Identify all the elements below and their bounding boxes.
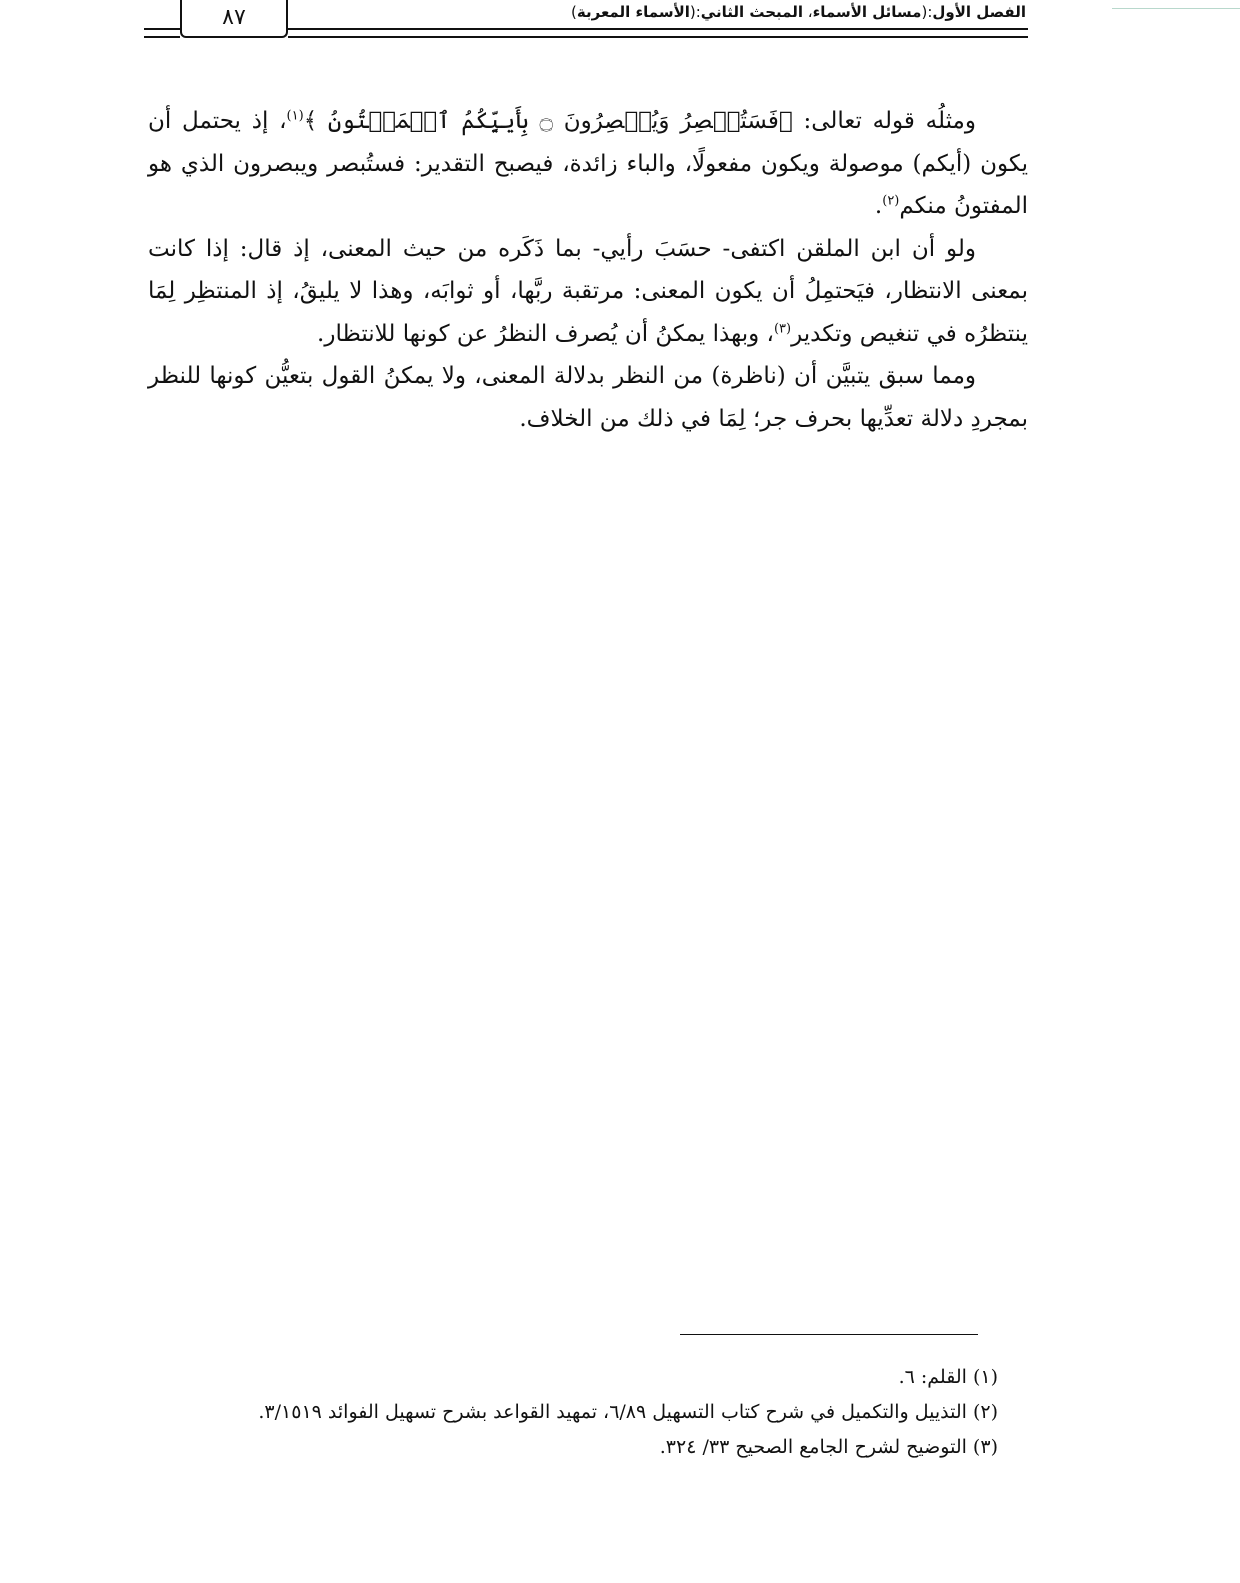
running-header-part2: المبحث الثاني [700,3,803,21]
running-header-chapter: الفصل الأول [932,3,1026,21]
footnote-1: (١) القلم: ٦. [898,1366,998,1388]
running-header-sep: ، [803,3,813,21]
footnote-ref-2: (٢) [882,193,900,209]
header-divider [288,36,1028,38]
running-header-part1: مسائل الأسماء [812,3,922,21]
quran-verse: ﴿فَسَتُبۡصِرُ وَيُبۡصِرُونَ ۝ بِأَييِّكُمُ ٱلۡمَفۡتُونُ ﴾ [303,108,793,134]
corner-edge-marker [1112,0,1240,9]
header-divider [288,28,1028,30]
main-text [148,100,1028,440]
header-divider [144,28,180,30]
footnote-3: (٣) التوضيح لشرح الجامع الصحيح ٣٣/ ٣٢٤. [659,1436,998,1458]
footnote-ref-3: (٣) [773,320,792,336]
running-header-sep: ) [571,3,577,21]
paragraph-text: ، إذ يحتمل أن يكون (أيكم) موصولة ويكون مفعولًا، والباء زائدة، فيصبح التقدير: فستُبصر ويبصرون الذي هو المفتونُ منكم [148,108,1028,219]
running-header-sep: :( [689,3,701,21]
footnotes [148,1360,1028,1465]
paragraph-3 [148,355,1028,440]
running-header-part3: الأسماء المعربة [576,3,690,21]
running-header [292,3,1026,21]
paragraph-text: ، وبهذا يمكنُ أن يُصرف النظرُ عن كونها للانتظار. [317,320,774,347]
paragraph-1 [148,100,1028,228]
paragraph-2 [148,228,1028,356]
paragraph-text: . [874,193,883,219]
footnote-2: (٢) التذييل والتكميل في شرح كتاب التسهيل ٦/٨٩، تمهيد القواعد بشرح تسهيل الفوائد ٣/١٥١٩. [258,1401,998,1423]
page-number: ٨٧ [180,0,288,38]
paragraph-text: ومثلُه قوله تعالى: [792,108,976,134]
paragraph-text: ولو أن ابن الملقن اكتفى- حسَبَ رأيي- بما ذَكَره من حيث المعنى، إذ قال: إذا كانت بمعنى الانتظار، فيَحتمِلُ أن يكون المعنى: مرتقبة ربَّها، أو ثوابَه، وهذا لا يليقُ، إذ المنتظِر لِمَا ينتظرُه في تنغيص وتكدير [148,235,1028,347]
footnote-separator [680,1334,978,1335]
paragraph-text: ومما سبق يتبيَّن أن (ناظرة) من النظر بدلالة المعنى، ولا يمكنُ القول بتعيُّن كونها للنظر بمجردِ دلالة تعدِّيها بحرف جر؛ لِمَا في ذلك من الخلاف. [148,363,1028,432]
footnote-ref-1: (١) [286,108,304,124]
header-divider [144,36,180,38]
running-header-sep: :( [921,3,933,21]
